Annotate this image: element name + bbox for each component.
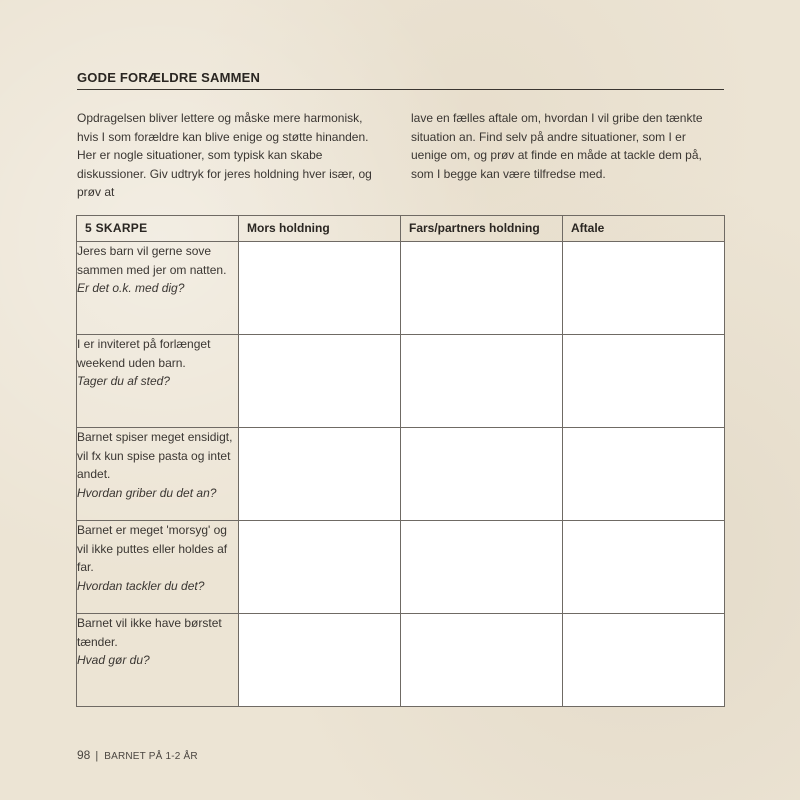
father-answer-cell[interactable]: [401, 242, 563, 335]
table-row: [77, 614, 725, 707]
situation-cell: [77, 521, 239, 614]
situation-question: Tager du af sted?: [77, 374, 170, 388]
agreement-answer-cell[interactable]: [563, 614, 725, 707]
column-header-situations: 5 SKARPE: [77, 216, 239, 242]
page-number: 98: [77, 748, 91, 762]
father-answer-cell[interactable]: [401, 335, 563, 428]
table-row: [77, 428, 725, 521]
father-answer-cell[interactable]: [401, 521, 563, 614]
situation-question: Hvordan tackler du det?: [77, 578, 205, 593]
situation-text: Barnet er meget 'morsyg' og vil ikke puttes eller holdes af far.: [77, 523, 228, 574]
section-title: BARNET PÅ 1-2 ÅR: [104, 751, 198, 762]
intro-text-left: Opdragelsen bliver lettere og måske mere harmonisk, hvis I som forældre kan blive enige og støtte hinanden. Her er nogle situationer, som typisk kan skabe diskussioner. Giv udtryk for jeres holdning hver især, og prøv at: [77, 111, 372, 199]
mother-answer-cell[interactable]: [239, 428, 401, 521]
situation-text: Barnet spiser meget ensidigt, vil fx kun spise pasta og intet andet.: [77, 430, 233, 481]
situation-cell: [77, 428, 239, 521]
footer-separator: |: [95, 750, 99, 762]
table-row: [77, 242, 725, 335]
situation-question: Er det o.k. med dig?: [77, 281, 185, 295]
table-row: [77, 335, 725, 428]
agreement-answer-cell[interactable]: [563, 428, 725, 521]
situation-cell: [77, 614, 239, 707]
column-header-agreement: Aftale: [563, 216, 725, 242]
mother-answer-cell[interactable]: [239, 242, 401, 335]
mother-answer-cell[interactable]: [239, 521, 401, 614]
table-row: [77, 521, 725, 614]
father-answer-cell[interactable]: [401, 428, 563, 521]
page-title: GODE FORÆLDRE SAMMEN: [77, 70, 724, 90]
situation-text: Jeres barn vil gerne sove sammen med jer om natten.: [77, 244, 227, 277]
agreement-answer-cell[interactable]: [563, 521, 725, 614]
table-header-row: [77, 216, 725, 242]
agreement-answer-cell[interactable]: [563, 242, 725, 335]
father-answer-cell[interactable]: [401, 614, 563, 707]
situation-question: Hvordan griber du det an?: [77, 485, 217, 500]
situation-text: I er inviteret på forlænget weekend uden barn.: [77, 337, 211, 370]
mother-answer-cell[interactable]: [239, 335, 401, 428]
mother-answer-cell[interactable]: [239, 614, 401, 707]
situation-cell: [77, 335, 239, 428]
situation-question: Hvad gør du?: [77, 653, 150, 667]
situation-text: Barnet vil ikke have børstet tænder.: [77, 616, 222, 649]
column-header-father: Fars/partners holdning: [401, 216, 563, 242]
agreement-answer-cell[interactable]: [563, 335, 725, 428]
situation-cell: [77, 242, 239, 335]
discussion-table: [76, 215, 725, 707]
intro-text-right: lave en fælles aftale om, hvordan I vil gribe den tænkte situation an. Find selv på andre situationer, som I er uenige om, og prøv at finde en måde at tackle dem på, som I begge kan være tilfredse med.: [411, 111, 703, 181]
page-footer: [77, 748, 198, 762]
column-header-mother: Mors holdning: [239, 216, 401, 242]
